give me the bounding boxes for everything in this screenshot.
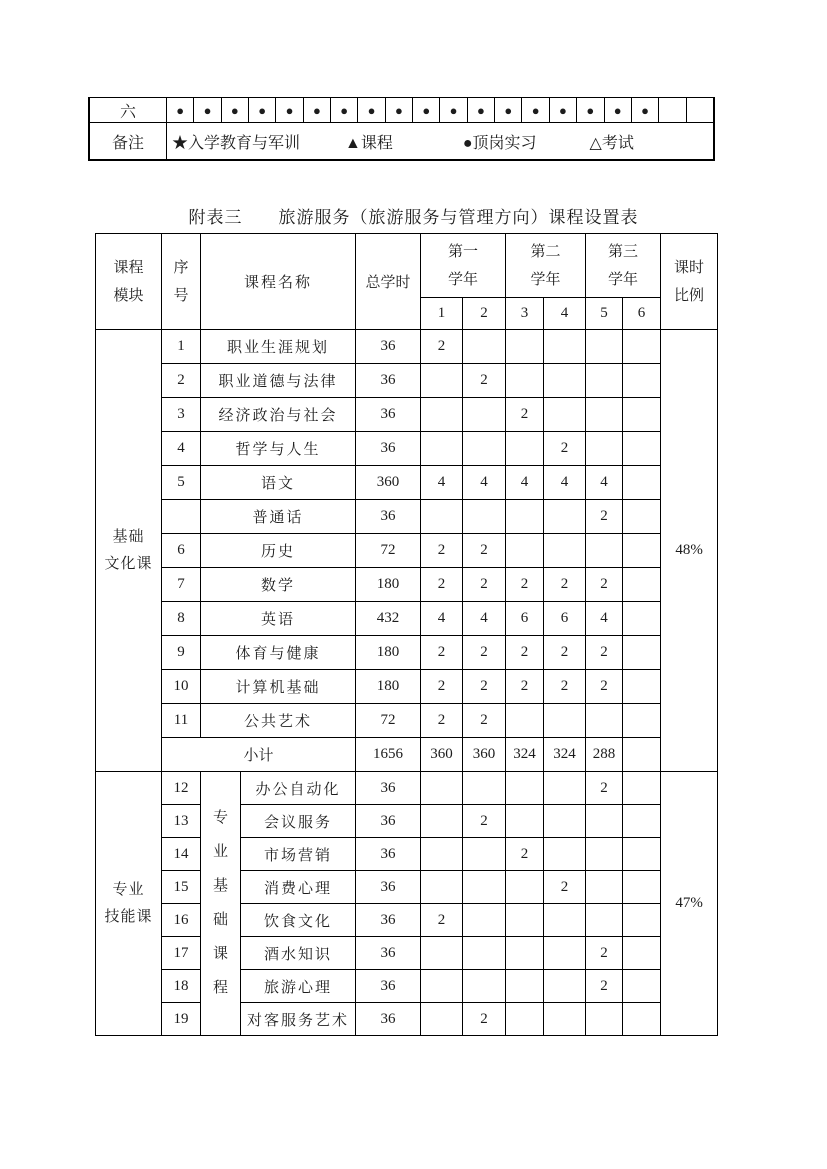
notes-row (90, 123, 713, 159)
schedule-mark-cell: ● (605, 98, 632, 122)
schedule-mark-cell: ● (468, 98, 495, 122)
semester-hours-cell (463, 904, 506, 937)
course-name-cell: 计算机基础 (201, 670, 356, 704)
semester-hours-cell (544, 398, 586, 432)
semester-hours-cell (506, 871, 544, 904)
semester-hours-cell (463, 772, 506, 805)
semester-hours-cell (544, 1003, 586, 1036)
schedule-mark-cell: ● (194, 98, 221, 122)
course-row (96, 398, 718, 432)
seq-cell: 9 (162, 636, 201, 670)
seq-cell: 2 (162, 364, 201, 398)
semester-hours-cell: 2 (586, 500, 623, 534)
header-module-line2: 模块 (113, 287, 144, 304)
seq-cell: 12 (162, 772, 201, 805)
seq-cell: 1 (162, 330, 201, 364)
header-module (96, 234, 162, 330)
semester-hours-cell: 4 (421, 466, 463, 500)
subtotal-total-cell: 1656 (356, 738, 421, 772)
semester-hours-cell: 2 (586, 636, 623, 670)
course-name-cell: 消费心理 (241, 871, 356, 904)
semester-hours-cell (463, 871, 506, 904)
semester-hours-cell: 2 (421, 568, 463, 602)
schedule-mark-cell: ● (413, 98, 440, 122)
subcategory-label-cell (201, 772, 241, 1036)
seq-cell: 14 (162, 838, 201, 871)
schedule-mark-cell: ● (386, 98, 413, 122)
semester-hours-cell: 2 (544, 568, 586, 602)
module-label-line2: 技能课 (104, 908, 153, 925)
seq-cell: 10 (162, 670, 201, 704)
semester-hours-cell: 2 (463, 636, 506, 670)
semester-hours-cell (544, 364, 586, 398)
week-row-label: 六 (90, 98, 167, 122)
seq-cell (162, 500, 201, 534)
semester-hours-cell: 2 (586, 670, 623, 704)
semester-hours-cell (506, 500, 544, 534)
total-hours-cell: 180 (356, 568, 421, 602)
semester-hours-cell: 2 (421, 704, 463, 738)
semester-hours-cell: 4 (463, 602, 506, 636)
semester-hours-cell (623, 838, 661, 871)
header-seq-line1: 序 (173, 259, 189, 276)
course-name-cell: 普通话 (201, 500, 356, 534)
course-row (96, 970, 718, 1003)
semester-hours-cell (544, 772, 586, 805)
semester-hours-cell: 2 (463, 568, 506, 602)
semester-hours-cell (506, 1003, 544, 1036)
total-hours-cell: 432 (356, 602, 421, 636)
semester-hours-cell: 2 (586, 568, 623, 602)
course-name-cell: 职业道德与法律 (201, 364, 356, 398)
schedule-mark-cell: ● (577, 98, 604, 122)
semester-hours-cell (623, 466, 661, 500)
subcategory-char4: 础 (212, 912, 228, 928)
semester-hours-cell (544, 330, 586, 364)
total-hours-cell: 36 (356, 904, 421, 937)
course-name-cell: 饮食文化 (241, 904, 356, 937)
semester-hours-cell (421, 838, 463, 871)
header-year1-line1: 第一 (448, 243, 479, 260)
course-row (96, 534, 718, 568)
semester-hours-cell (421, 970, 463, 1003)
total-hours-cell: 360 (356, 466, 421, 500)
header-semester-2: 2 (463, 298, 506, 330)
legend-item-exam: △考试 (589, 134, 634, 152)
course-row (96, 636, 718, 670)
semester-hours-cell: 2 (586, 970, 623, 1003)
schedule-mark-cell: ● (222, 98, 249, 122)
header-ratio-line1: 课时 (674, 259, 705, 276)
course-row (96, 838, 718, 871)
semester-hours-cell: 2 (544, 871, 586, 904)
semester-hours-cell: 6 (544, 602, 586, 636)
semester-hours-cell (463, 937, 506, 970)
schedule-mark-cell: ● (276, 98, 303, 122)
semester-hours-cell (586, 398, 623, 432)
course-row (96, 904, 718, 937)
semester-hours-cell (586, 534, 623, 568)
semester-hours-cell (506, 904, 544, 937)
schedule-mark-cell: ● (304, 98, 331, 122)
semester-hours-cell (586, 432, 623, 466)
course-name-cell: 体育与健康 (201, 636, 356, 670)
semester-hours-cell (623, 871, 661, 904)
semester-hours-cell: 2 (544, 432, 586, 466)
course-name-cell: 哲学与人生 (201, 432, 356, 466)
subcategory-char5: 课 (212, 946, 228, 962)
course-name-cell: 公共艺术 (201, 704, 356, 738)
ratio-cell: 48% (661, 330, 718, 772)
semester-hours-cell: 2 (463, 805, 506, 838)
semester-hours-cell: 4 (506, 466, 544, 500)
seq-cell: 16 (162, 904, 201, 937)
page-title: 附表三 旅游服务（旅游服务与管理方向）课程设置表 (188, 208, 639, 227)
semester-hours-cell (623, 568, 661, 602)
semester-hours-cell (586, 364, 623, 398)
semester-hours-cell (623, 970, 661, 1003)
course-row (96, 937, 718, 970)
header-ratio-line2: 比例 (674, 287, 705, 304)
semester-hours-cell: 2 (544, 636, 586, 670)
total-hours-cell: 36 (356, 871, 421, 904)
total-hours-cell: 36 (356, 970, 421, 1003)
semester-hours-cell (506, 805, 544, 838)
course-row (96, 568, 718, 602)
total-hours-cell: 180 (356, 670, 421, 704)
subtotal-semester-cell: 288 (586, 738, 623, 772)
course-name-cell: 英语 (201, 602, 356, 636)
semester-hours-cell (544, 838, 586, 871)
subtotal-semester-cell: 324 (506, 738, 544, 772)
semester-hours-cell: 4 (421, 602, 463, 636)
semester-hours-cell (463, 838, 506, 871)
semester-hours-cell (544, 805, 586, 838)
course-row (96, 871, 718, 904)
course-row (96, 1003, 718, 1036)
semester-hours-cell (463, 500, 506, 534)
semester-hours-cell (544, 500, 586, 534)
header-year3-line1: 第三 (608, 243, 639, 260)
header-seq-line2: 号 (173, 287, 189, 304)
semester-hours-cell (544, 534, 586, 568)
seq-cell: 11 (162, 704, 201, 738)
header-year-2 (506, 234, 586, 298)
semester-hours-cell: 2 (463, 670, 506, 704)
header-total-hours: 总学时 (356, 234, 421, 330)
semester-hours-cell: 2 (421, 636, 463, 670)
total-hours-cell: 72 (356, 704, 421, 738)
notes-row-label: 备注 (90, 123, 167, 159)
course-row (96, 364, 718, 398)
semester-hours-cell (421, 805, 463, 838)
course-name-cell: 对客服务艺术 (241, 1003, 356, 1036)
header-year1-line2: 学年 (448, 271, 479, 288)
semester-hours-cell: 2 (544, 670, 586, 704)
schedule-mark-cell: ● (632, 98, 659, 122)
semester-hours-cell: 4 (544, 466, 586, 500)
semester-hours-cell (586, 330, 623, 364)
semester-hours-cell (586, 904, 623, 937)
subtotal-semester-cell: 360 (421, 738, 463, 772)
header-semester-4: 4 (544, 298, 586, 330)
semester-hours-cell: 2 (463, 534, 506, 568)
header-year3-line2: 学年 (608, 271, 639, 288)
semester-hours-cell (544, 937, 586, 970)
semester-hours-cell (586, 838, 623, 871)
total-hours-cell: 180 (356, 636, 421, 670)
subcategory-char2: 业 (212, 844, 228, 860)
schedule-mark-cell: ● (331, 98, 358, 122)
seq-cell: 19 (162, 1003, 201, 1036)
course-row (96, 602, 718, 636)
header-year2-line2: 学年 (530, 271, 561, 288)
subcategory-char6: 程 (212, 980, 228, 996)
semester-hours-cell (421, 398, 463, 432)
module-label-line2: 文化课 (104, 555, 153, 572)
semester-hours-cell (506, 970, 544, 1003)
schedule-mark-cell: ● (550, 98, 577, 122)
course-name-cell: 办公自动化 (241, 772, 356, 805)
total-hours-cell: 36 (356, 1003, 421, 1036)
seq-cell: 5 (162, 466, 201, 500)
semester-hours-cell: 4 (586, 602, 623, 636)
course-row (96, 772, 718, 805)
legend-item-enrollment: ★入学教育与军训 (172, 134, 301, 152)
semester-hours-cell (463, 432, 506, 466)
header-year-3 (586, 234, 661, 298)
semester-hours-cell (623, 772, 661, 805)
semester-hours-cell (623, 500, 661, 534)
course-name-cell: 会议服务 (241, 805, 356, 838)
header-seq (162, 234, 201, 330)
semester-hours-cell: 2 (506, 838, 544, 871)
total-hours-cell: 36 (356, 500, 421, 534)
semester-hours-cell: 2 (421, 904, 463, 937)
schedule-mark-cell: ● (495, 98, 522, 122)
seq-cell: 13 (162, 805, 201, 838)
legend-item-course: ▲课程 (345, 134, 393, 152)
course-name-cell: 酒水知识 (241, 937, 356, 970)
seq-cell: 4 (162, 432, 201, 466)
schedule-mark-cell: ● (440, 98, 467, 122)
course-row (96, 670, 718, 704)
course-row (96, 466, 718, 500)
total-hours-cell: 36 (356, 432, 421, 466)
header-semester-5: 5 (586, 298, 623, 330)
semester-hours-cell (506, 937, 544, 970)
total-hours-cell: 36 (356, 330, 421, 364)
header-semester-3: 3 (506, 298, 544, 330)
legend (167, 123, 713, 159)
semester-hours-cell: 6 (506, 602, 544, 636)
semester-hours-cell (421, 1003, 463, 1036)
seq-cell: 17 (162, 937, 201, 970)
semester-hours-cell: 2 (463, 1003, 506, 1036)
module-label-line1: 基础 (112, 528, 145, 545)
total-hours-cell: 36 (356, 398, 421, 432)
seq-cell: 3 (162, 398, 201, 432)
semester-hours-cell (623, 602, 661, 636)
semester-hours-cell (623, 398, 661, 432)
semester-hours-cell (623, 1003, 661, 1036)
total-hours-cell: 36 (356, 772, 421, 805)
module-label-cell (96, 330, 162, 772)
subtotal-semester-cell (623, 738, 661, 772)
schedule-mark-cell: ● (167, 98, 194, 122)
seq-cell: 7 (162, 568, 201, 602)
course-name-cell: 历史 (201, 534, 356, 568)
header-year-1 (421, 234, 506, 298)
course-name-cell: 旅游心理 (241, 970, 356, 1003)
header-hours-ratio (661, 234, 718, 330)
schedule-mark-cell: ● (249, 98, 276, 122)
semester-hours-cell: 2 (506, 568, 544, 602)
seq-cell: 15 (162, 871, 201, 904)
subtotal-semester-cell: 324 (544, 738, 586, 772)
semester-hours-cell (463, 330, 506, 364)
semester-hours-cell (623, 364, 661, 398)
legend-item-internship: ●顶岗实习 (462, 134, 537, 152)
subcategory-char1: 专 (212, 810, 228, 826)
course-row (96, 704, 718, 738)
semester-hours-cell: 2 (421, 670, 463, 704)
total-hours-cell: 72 (356, 534, 421, 568)
semester-hours-cell: 2 (421, 534, 463, 568)
semester-hours-cell (623, 704, 661, 738)
subcategory-char3: 基 (212, 878, 228, 894)
ratio-cell: 47% (661, 772, 718, 1036)
semester-hours-cell: 2 (463, 364, 506, 398)
semester-hours-cell: 4 (463, 466, 506, 500)
subtotal-semester-cell: 360 (463, 738, 506, 772)
semester-hours-cell (421, 937, 463, 970)
course-row (96, 805, 718, 838)
semester-hours-cell (421, 364, 463, 398)
semester-hours-cell (544, 904, 586, 937)
subtotal-row (96, 738, 718, 772)
header-semester-6: 6 (623, 298, 661, 330)
semester-hours-cell (506, 364, 544, 398)
semester-hours-cell (623, 904, 661, 937)
course-name-cell: 语文 (201, 466, 356, 500)
semester-hours-cell (586, 704, 623, 738)
semester-hours-cell (623, 534, 661, 568)
course-row (96, 330, 718, 364)
semester-hours-cell (544, 970, 586, 1003)
semester-hours-cell (506, 534, 544, 568)
semester-hours-cell (623, 432, 661, 466)
semester-hours-cell: 2 (463, 704, 506, 738)
course-name-cell: 市场营销 (241, 838, 356, 871)
schedule-mark-cell: ● (522, 98, 549, 122)
semester-hours-cell (586, 1003, 623, 1036)
total-hours-cell: 36 (356, 937, 421, 970)
semester-hours-cell: 2 (506, 636, 544, 670)
top-table (88, 97, 715, 161)
semester-hours-cell (623, 937, 661, 970)
semester-hours-cell (623, 636, 661, 670)
course-table (95, 233, 718, 1036)
course-row (96, 432, 718, 466)
course-row (96, 500, 718, 534)
semester-hours-cell (506, 704, 544, 738)
schedule-empty-cell (659, 98, 686, 122)
semester-hours-cell (421, 500, 463, 534)
course-name-cell: 职业生涯规划 (201, 330, 356, 364)
schedule-empty-cell (687, 98, 713, 122)
semester-hours-cell (463, 970, 506, 1003)
course-name-cell: 数学 (201, 568, 356, 602)
total-hours-cell: 36 (356, 838, 421, 871)
semester-hours-cell (623, 805, 661, 838)
week-schedule-cells (167, 98, 713, 122)
semester-hours-cell (586, 805, 623, 838)
semester-hours-cell (421, 871, 463, 904)
subcategory-vertical-text (201, 811, 240, 996)
subtotal-label-cell: 小计 (162, 738, 356, 772)
header-semester-1: 1 (421, 298, 463, 330)
header-course-name: 课程名称 (201, 234, 356, 330)
semester-hours-cell (421, 772, 463, 805)
module-label-line1: 专业 (112, 881, 145, 898)
total-hours-cell: 36 (356, 364, 421, 398)
semester-hours-cell: 2 (586, 937, 623, 970)
semester-hours-cell (586, 871, 623, 904)
semester-hours-cell (544, 704, 586, 738)
semester-hours-cell (623, 330, 661, 364)
semester-hours-cell: 4 (586, 466, 623, 500)
seq-cell: 18 (162, 970, 201, 1003)
semester-hours-cell: 2 (506, 670, 544, 704)
semester-hours-cell (463, 398, 506, 432)
semester-hours-cell: 2 (506, 398, 544, 432)
semester-hours-cell (623, 670, 661, 704)
module-label-cell (96, 772, 162, 1036)
semester-hours-cell: 2 (586, 772, 623, 805)
seq-cell: 8 (162, 602, 201, 636)
header-module-line1: 课程 (113, 259, 144, 276)
header-year2-line1: 第二 (530, 243, 561, 260)
semester-hours-cell (506, 330, 544, 364)
semester-hours-cell (506, 772, 544, 805)
semester-hours-cell: 2 (421, 330, 463, 364)
semester-hours-cell (506, 432, 544, 466)
week-row (90, 98, 713, 123)
course-name-cell: 经济政治与社会 (201, 398, 356, 432)
seq-cell: 6 (162, 534, 201, 568)
semester-hours-cell (421, 432, 463, 466)
total-hours-cell: 36 (356, 805, 421, 838)
schedule-mark-cell: ● (358, 98, 385, 122)
